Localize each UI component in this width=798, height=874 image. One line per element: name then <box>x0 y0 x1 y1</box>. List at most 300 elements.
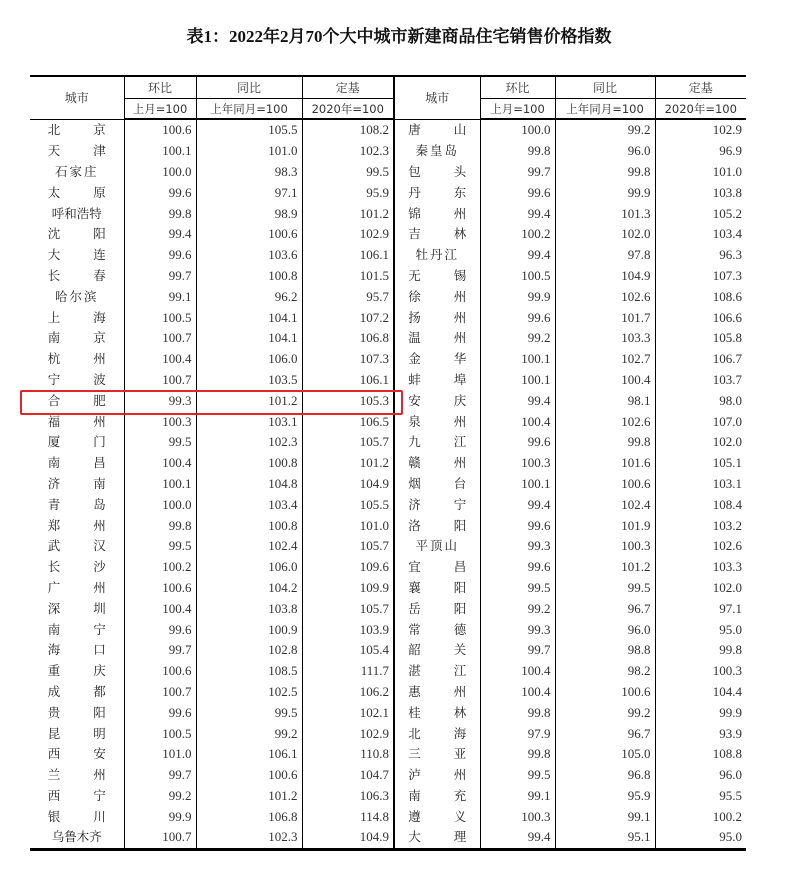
fixed-value: 96.3 <box>655 245 746 266</box>
table-row <box>30 224 746 245</box>
yoy-value: 99.8 <box>555 162 655 183</box>
table-row <box>30 390 746 411</box>
city-name <box>394 245 480 266</box>
city-name-text <box>48 370 106 390</box>
mom-value: 99.4 <box>480 203 555 224</box>
city-name <box>30 702 124 723</box>
city-name-text <box>408 495 466 515</box>
yoy-value: 100.6 <box>555 474 655 495</box>
fixed-value: 95.0 <box>655 619 746 640</box>
city-name <box>394 619 480 640</box>
city-char: 郑 <box>47 517 61 533</box>
yoy-value: 103.6 <box>196 245 302 266</box>
fixed-value: 95.9 <box>302 182 394 203</box>
fixed-value: 106.8 <box>302 328 394 349</box>
fixed-value: 101.2 <box>302 453 394 474</box>
yoy-value: 102.8 <box>196 640 302 661</box>
city-char: 东 <box>453 184 467 200</box>
fixed-value: 96.0 <box>655 765 746 786</box>
yoy-value: 99.2 <box>196 723 302 744</box>
table-row <box>30 598 746 619</box>
mom-value: 99.6 <box>480 515 555 536</box>
yoy-value: 96.0 <box>555 141 655 162</box>
fixed-value: 102.9 <box>302 723 394 744</box>
city-char: 兰 <box>47 767 61 783</box>
city-char: 山 <box>453 122 467 138</box>
city-char: 赣 <box>408 455 421 471</box>
yoy-value: 102.6 <box>555 411 655 432</box>
header-city: 城市 <box>30 76 124 119</box>
yoy-value: 105.0 <box>555 744 655 765</box>
fixed-value: 107.0 <box>655 411 746 432</box>
city-name <box>394 598 480 619</box>
city-char: 阳 <box>93 704 106 720</box>
fixed-value: 105.2 <box>655 203 746 224</box>
mom-value: 100.4 <box>124 453 196 474</box>
header-yoy-base-right: 上年同月=100 <box>555 99 655 120</box>
city-char: 门 <box>93 434 106 450</box>
mom-value: 99.6 <box>124 245 196 266</box>
mom-value: 100.5 <box>124 307 196 328</box>
city-name <box>394 557 480 578</box>
yoy-value: 102.7 <box>555 349 655 370</box>
city-char: 常 <box>408 621 421 637</box>
city-name-text <box>48 744 106 764</box>
city-char: 南 <box>47 455 61 471</box>
yoy-value: 97.1 <box>196 182 302 203</box>
yoy-value: 96.2 <box>196 286 302 307</box>
city-char: 州 <box>453 205 467 221</box>
city-char: 州 <box>453 309 467 325</box>
city-name-text <box>408 474 466 494</box>
city-name <box>30 432 124 453</box>
header-mom-base: 上月=100 <box>124 99 196 120</box>
yoy-value: 102.6 <box>555 286 655 307</box>
city-name <box>394 453 480 474</box>
mom-value: 100.1 <box>124 474 196 495</box>
city-name-text <box>408 370 466 390</box>
yoy-value: 99.2 <box>555 119 655 141</box>
city-char: 无 <box>408 267 421 283</box>
yoy-value: 99.5 <box>555 578 655 599</box>
city-name <box>394 141 480 162</box>
city-char: 理 <box>453 829 467 845</box>
table-row <box>30 328 746 349</box>
city-char: 吉 <box>408 226 421 242</box>
city-char: 济 <box>47 475 61 491</box>
city-name-text <box>48 516 106 536</box>
yoy-value: 102.3 <box>196 432 302 453</box>
mom-value: 99.3 <box>124 390 196 411</box>
city-char: 头 <box>453 163 467 179</box>
mom-value: 99.6 <box>480 432 555 453</box>
city-name <box>30 390 124 411</box>
fixed-value: 106.7 <box>655 349 746 370</box>
city-name <box>30 598 124 619</box>
city-name-text <box>408 391 466 411</box>
table-row <box>30 765 746 786</box>
mom-value: 99.9 <box>124 806 196 827</box>
city-name-text <box>408 827 466 847</box>
city-char: 宜 <box>408 559 421 575</box>
fixed-value: 102.9 <box>655 119 746 141</box>
city-name <box>394 661 480 682</box>
city-char: 台 <box>453 475 467 491</box>
mom-value: 99.6 <box>124 182 196 203</box>
mom-value: 100.4 <box>480 682 555 703</box>
yoy-value: 96.7 <box>555 598 655 619</box>
city-char: 义 <box>453 808 467 824</box>
table-row <box>30 245 746 266</box>
city-name-text <box>48 724 106 744</box>
city-name-text <box>408 349 466 369</box>
city-char: 西 <box>47 746 61 762</box>
yoy-value: 101.0 <box>196 141 302 162</box>
mom-value: 99.8 <box>480 141 555 162</box>
city-name <box>394 411 480 432</box>
mom-value: 100.3 <box>480 806 555 827</box>
table-row <box>30 119 746 141</box>
city-name <box>394 266 480 287</box>
city-char: 江 <box>453 434 467 450</box>
yoy-value: 104.1 <box>196 307 302 328</box>
city-char: 江 <box>453 663 467 679</box>
mom-value: 97.9 <box>480 723 555 744</box>
yoy-value: 100.9 <box>196 619 302 640</box>
table-row <box>30 162 746 183</box>
city-name-text <box>408 599 466 619</box>
city-name <box>30 411 124 432</box>
city-char: 北 <box>408 725 421 741</box>
yoy-value: 101.2 <box>196 786 302 807</box>
city-char: 连 <box>93 247 106 263</box>
header-city-right: 城市 <box>394 76 480 119</box>
fixed-value: 102.1 <box>302 702 394 723</box>
mom-value: 99.5 <box>480 765 555 786</box>
table-title: 表1：2022年2月70个大中城市新建商品住宅销售价格指数 <box>186 27 612 46</box>
mom-value: 99.2 <box>480 328 555 349</box>
fixed-value: 109.9 <box>302 578 394 599</box>
city-char: 南 <box>408 787 421 803</box>
table-row <box>30 411 746 432</box>
yoy-value: 98.2 <box>555 661 655 682</box>
city-char: 安 <box>93 746 106 762</box>
city-char: 昆 <box>47 725 61 741</box>
fixed-value: 105.7 <box>302 536 394 557</box>
city-name <box>30 349 124 370</box>
yoy-value: 99.1 <box>555 806 655 827</box>
mom-value: 100.0 <box>124 494 196 515</box>
city-char: 韶 <box>408 642 421 658</box>
mom-value: 100.7 <box>124 827 196 849</box>
yoy-value: 96.7 <box>555 723 655 744</box>
city-char: 三 <box>408 746 421 762</box>
city-name-text <box>408 640 466 660</box>
city-name <box>30 494 124 515</box>
city-char: 阳 <box>453 579 467 595</box>
city-char: 天 <box>47 143 61 159</box>
yoy-value: 106.1 <box>196 744 302 765</box>
mom-value: 100.4 <box>124 598 196 619</box>
city-name <box>394 182 480 203</box>
city-name-text <box>48 682 106 702</box>
city-char: 九 <box>408 434 421 450</box>
city-char: 包 <box>408 163 421 179</box>
city-name-text <box>48 412 106 432</box>
fixed-value: 110.8 <box>302 744 394 765</box>
yoy-value: 106.8 <box>196 806 302 827</box>
fixed-value: 101.2 <box>302 203 394 224</box>
yoy-value: 98.8 <box>555 640 655 661</box>
city-name <box>30 453 124 474</box>
city-char: 州 <box>453 455 467 471</box>
city-char: 林 <box>453 226 467 242</box>
city-name-text <box>48 391 106 411</box>
city-char: 昌 <box>93 455 106 471</box>
city-name <box>394 723 480 744</box>
yoy-value: 101.2 <box>555 557 655 578</box>
city-name <box>30 141 124 162</box>
city-name <box>30 536 124 557</box>
fixed-value: 107.3 <box>302 349 394 370</box>
table-row <box>30 494 746 515</box>
city-name <box>394 162 480 183</box>
city-char: 华 <box>453 351 467 367</box>
city-name <box>30 557 124 578</box>
city-char: 南 <box>47 621 61 637</box>
city-char: 口 <box>93 642 106 658</box>
city-char: 都 <box>93 683 106 699</box>
city-char: 津 <box>93 143 106 159</box>
city-char: 海 <box>93 309 106 325</box>
table-row <box>30 723 746 744</box>
city-name-text <box>48 599 106 619</box>
mom-value: 100.1 <box>480 349 555 370</box>
fixed-value: 100.2 <box>655 806 746 827</box>
mom-value: 100.6 <box>124 578 196 599</box>
fixed-value: 109.6 <box>302 557 394 578</box>
table-row <box>30 536 746 557</box>
yoy-value: 103.4 <box>196 494 302 515</box>
city-name <box>30 765 124 786</box>
city-char: 合 <box>47 392 61 408</box>
fixed-value: 106.3 <box>302 786 394 807</box>
fixed-value: 93.9 <box>655 723 746 744</box>
yoy-value: 98.3 <box>196 162 302 183</box>
city-name-text <box>48 141 106 161</box>
city-name <box>394 494 480 515</box>
fixed-value: 99.9 <box>655 702 746 723</box>
city-char: 汉 <box>93 538 106 554</box>
mom-value: 99.2 <box>480 598 555 619</box>
mom-value: 99.4 <box>480 494 555 515</box>
fixed-value: 96.9 <box>655 141 746 162</box>
city-name <box>394 224 480 245</box>
city-char: 庆 <box>93 663 106 679</box>
city-char: 南 <box>47 330 61 346</box>
city-char: 杭 <box>47 351 61 367</box>
table-row <box>30 453 746 474</box>
fixed-value: 106.1 <box>302 370 394 391</box>
city-char: 重 <box>47 663 61 679</box>
city-name-text <box>408 516 466 536</box>
table-row <box>30 557 746 578</box>
city-name <box>394 578 480 599</box>
city-char: 京 <box>93 330 106 346</box>
city-char: 金 <box>408 351 421 367</box>
fixed-value: 102.6 <box>655 536 746 557</box>
city-char: 桂 <box>408 704 421 720</box>
fixed-value: 108.4 <box>655 494 746 515</box>
city-name-text: 平顶山 <box>415 538 459 554</box>
mom-value: 100.7 <box>124 682 196 703</box>
yoy-value: 103.8 <box>196 598 302 619</box>
yoy-value: 103.3 <box>555 328 655 349</box>
city-char: 安 <box>408 392 421 408</box>
fixed-value: 107.2 <box>302 307 394 328</box>
fixed-value: 105.1 <box>655 453 746 474</box>
yoy-value: 99.8 <box>555 432 655 453</box>
yoy-value: 104.9 <box>555 266 655 287</box>
city-name-text <box>48 703 106 723</box>
city-name-text <box>408 224 466 244</box>
city-char: 沈 <box>47 226 61 242</box>
city-char: 肥 <box>93 392 106 408</box>
city-char: 宁 <box>453 496 467 512</box>
city-name-text <box>48 807 106 827</box>
fixed-value: 102.9 <box>302 224 394 245</box>
mom-value: 100.6 <box>124 119 196 141</box>
city-name <box>30 119 124 141</box>
city-name-text <box>48 120 106 140</box>
table-row <box>30 349 746 370</box>
table-row <box>30 702 746 723</box>
yoy-value: 102.4 <box>555 494 655 515</box>
fixed-value: 105.4 <box>302 640 394 661</box>
yoy-value: 99.2 <box>555 702 655 723</box>
yoy-value: 104.1 <box>196 328 302 349</box>
city-char: 阳 <box>453 600 467 616</box>
city-char: 南 <box>93 475 106 491</box>
fixed-value: 95.0 <box>655 827 746 849</box>
fixed-value: 105.3 <box>302 390 394 411</box>
fixed-value: 105.5 <box>302 494 394 515</box>
city-char: 扬 <box>408 309 421 325</box>
mom-value: 100.4 <box>124 349 196 370</box>
city-name-text <box>48 308 106 328</box>
mom-value: 100.5 <box>480 266 555 287</box>
table-row <box>30 203 746 224</box>
city-char: 西 <box>47 787 61 803</box>
yoy-value: 101.2 <box>196 390 302 411</box>
yoy-value: 95.1 <box>555 827 655 849</box>
city-char: 岛 <box>93 496 106 512</box>
city-name <box>394 786 480 807</box>
table-row <box>30 661 746 682</box>
yoy-value: 106.0 <box>196 349 302 370</box>
yoy-value: 100.6 <box>196 765 302 786</box>
table-row <box>30 307 746 328</box>
city-name-text <box>408 162 466 182</box>
city-char: 州 <box>93 767 106 783</box>
city-name-text <box>48 557 106 577</box>
city-char: 京 <box>93 122 106 138</box>
fixed-value: 108.6 <box>655 286 746 307</box>
city-char: 宁 <box>47 371 61 387</box>
city-name-text <box>48 183 106 203</box>
yoy-value: 96.0 <box>555 619 655 640</box>
city-char: 州 <box>93 517 106 533</box>
fixed-value: 101.5 <box>302 266 394 287</box>
city-name <box>394 474 480 495</box>
city-name <box>30 266 124 287</box>
mom-value: 99.9 <box>480 286 555 307</box>
header-fixed: 定基 <box>302 76 394 99</box>
city-name-text <box>408 287 466 307</box>
city-name <box>394 515 480 536</box>
city-char: 温 <box>408 330 421 346</box>
mom-value: 99.6 <box>124 619 196 640</box>
table-row <box>30 515 746 536</box>
fixed-value: 104.9 <box>302 474 394 495</box>
city-char: 德 <box>453 621 467 637</box>
city-name-text <box>408 412 466 432</box>
mom-value: 99.4 <box>480 827 555 849</box>
city-char: 成 <box>47 683 61 699</box>
fixed-value: 103.8 <box>655 182 746 203</box>
city-char: 州 <box>453 683 467 699</box>
city-name-text <box>408 266 466 286</box>
city-char: 烟 <box>408 475 421 491</box>
city-char: 大 <box>408 829 421 845</box>
city-name-text <box>48 453 106 473</box>
city-name <box>30 640 124 661</box>
mom-value: 99.6 <box>480 307 555 328</box>
city-char: 唐 <box>408 122 421 138</box>
fixed-value: 103.7 <box>655 370 746 391</box>
mom-value: 100.2 <box>480 224 555 245</box>
city-char: 原 <box>93 184 106 200</box>
city-name-text <box>408 557 466 577</box>
city-name-text <box>408 204 466 224</box>
mom-value: 99.7 <box>124 266 196 287</box>
yoy-value: 96.8 <box>555 765 655 786</box>
yoy-value: 105.5 <box>196 119 302 141</box>
yoy-value: 97.8 <box>555 245 655 266</box>
fixed-value: 106.6 <box>655 307 746 328</box>
yoy-value: 101.6 <box>555 453 655 474</box>
city-name <box>30 307 124 328</box>
mom-value: 99.7 <box>124 640 196 661</box>
city-char: 圳 <box>93 600 106 616</box>
mom-value: 100.7 <box>124 370 196 391</box>
city-char: 岳 <box>408 600 421 616</box>
city-name-text <box>408 786 466 806</box>
city-name <box>30 474 124 495</box>
city-name <box>30 203 124 224</box>
city-name-text <box>48 786 106 806</box>
city-name-text: 牡丹江 <box>415 247 459 263</box>
mom-value: 100.1 <box>480 370 555 391</box>
yoy-value: 98.9 <box>196 203 302 224</box>
city-char: 银 <box>47 808 61 824</box>
city-char: 锦 <box>408 205 421 221</box>
yoy-value: 100.6 <box>555 682 655 703</box>
fixed-value: 97.1 <box>655 598 746 619</box>
mom-value: 99.6 <box>124 702 196 723</box>
city-char: 海 <box>47 642 61 658</box>
city-char: 洛 <box>408 517 421 533</box>
